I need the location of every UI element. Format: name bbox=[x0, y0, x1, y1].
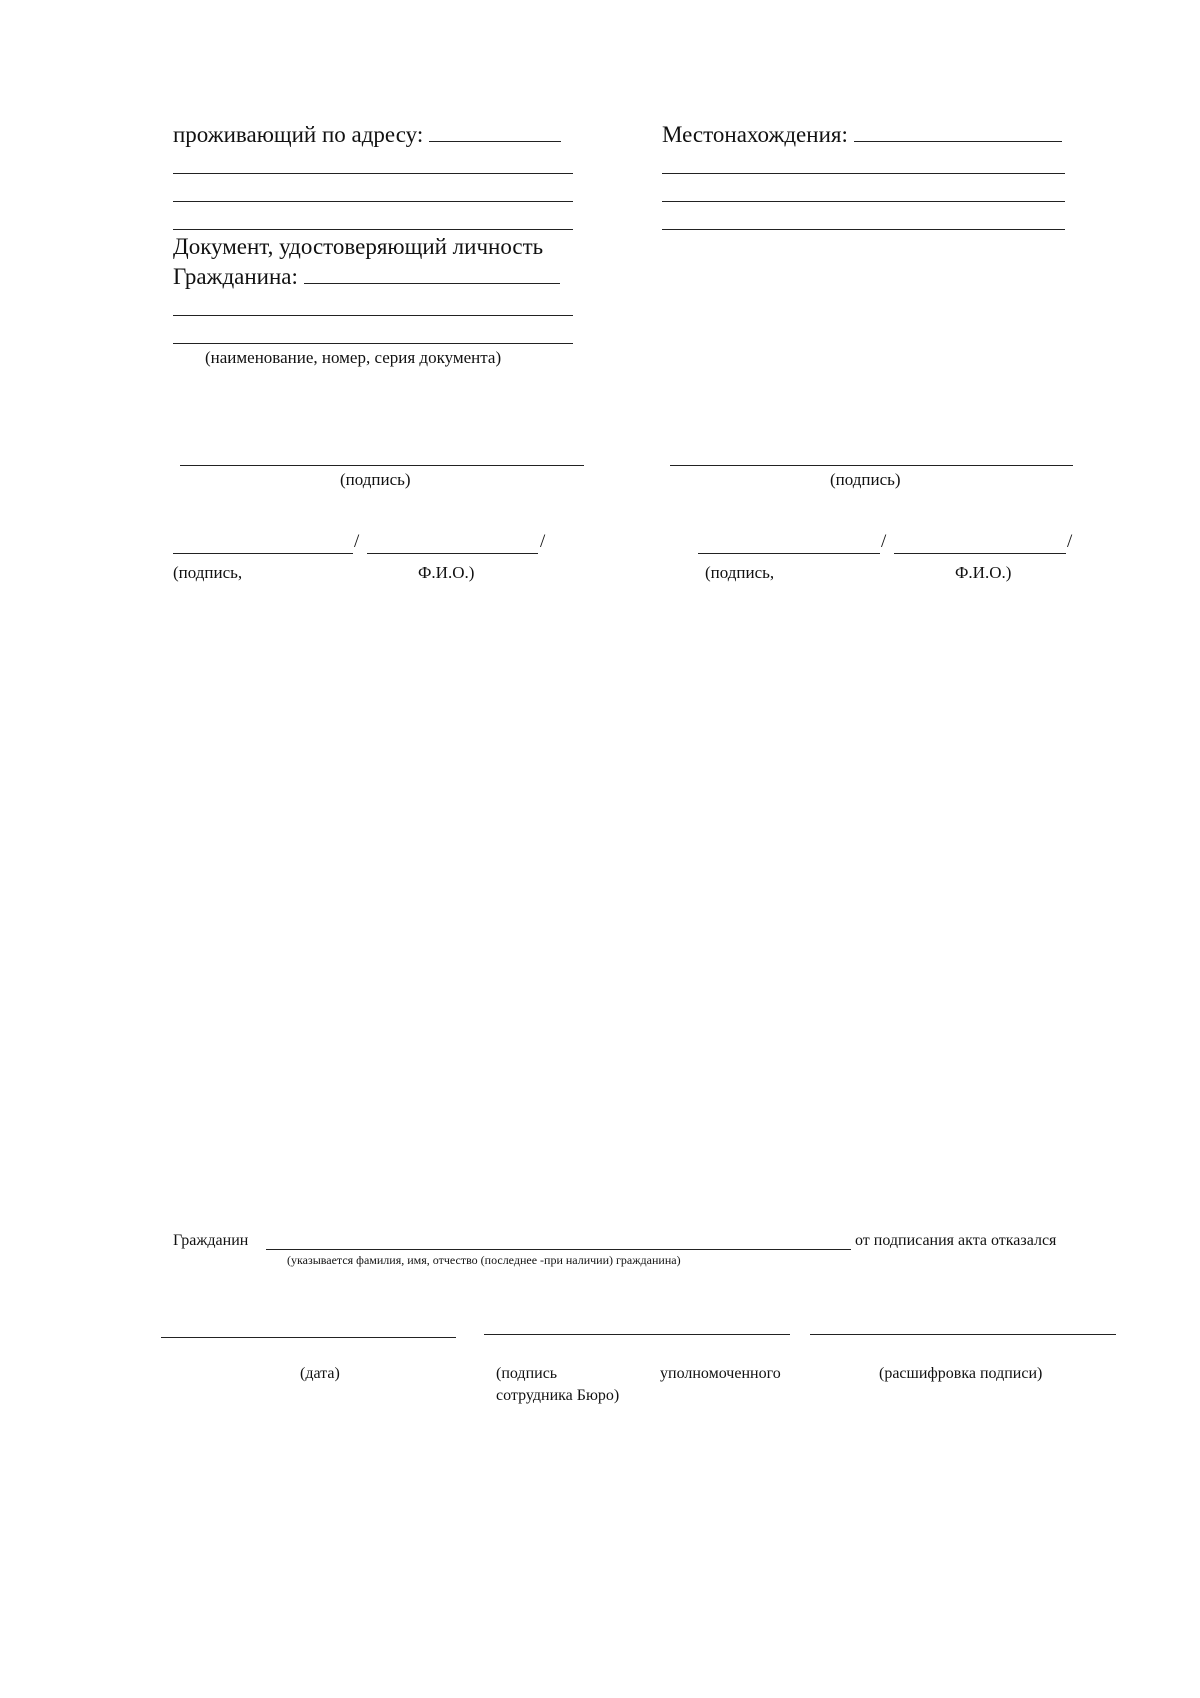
document-line-2[interactable] bbox=[173, 315, 573, 316]
document-caption: (наименование, номер, серия документа) bbox=[205, 348, 502, 367]
address-input-line[interactable] bbox=[429, 123, 561, 142]
location-line-3[interactable] bbox=[662, 201, 1065, 202]
right-signature-line[interactable] bbox=[670, 465, 1073, 466]
staff-signature-line[interactable] bbox=[484, 1334, 790, 1335]
left-sign-line[interactable] bbox=[173, 553, 353, 554]
right-signature-caption: (подпись) bbox=[830, 470, 901, 489]
address-line-2[interactable] bbox=[173, 173, 573, 174]
address-line-3[interactable] bbox=[173, 201, 573, 202]
staff-sign-caption-a: (подпись bbox=[496, 1365, 558, 1382]
document-label-line1: Документ, удостоверяющий личность bbox=[173, 234, 544, 259]
staff-sign-caption-line2: сотрудника Бюро) bbox=[496, 1387, 620, 1404]
address-label: проживающий по адресу: bbox=[173, 122, 424, 147]
address-line-4[interactable] bbox=[173, 229, 573, 230]
document-input-line[interactable] bbox=[304, 265, 560, 284]
date-caption: (дата) bbox=[300, 1365, 340, 1382]
refusal-name-line[interactable] bbox=[266, 1249, 851, 1250]
left-slash-1: / bbox=[354, 531, 360, 552]
right-slash-2: / bbox=[1067, 531, 1073, 552]
refusal-caption: (указывается фамилия, имя, отчество (последнее -при наличии) гражданина) bbox=[287, 1253, 681, 1267]
right-fio-caption: Ф.И.О.) bbox=[955, 563, 1012, 582]
right-slash-1: / bbox=[881, 531, 887, 552]
location-field bbox=[662, 122, 1062, 148]
left-signature-line[interactable] bbox=[180, 465, 584, 466]
left-signature-caption: (подпись) bbox=[340, 470, 411, 489]
refusal-prefix: Гражданин bbox=[173, 1232, 249, 1249]
right-fio-line[interactable] bbox=[894, 553, 1066, 554]
staff-sign-caption-b: уполномоченного bbox=[660, 1365, 781, 1382]
signature-decode-line[interactable] bbox=[810, 1334, 1116, 1335]
refusal-suffix: от подписания акта отказался bbox=[855, 1232, 1057, 1249]
date-line[interactable] bbox=[161, 1337, 456, 1338]
right-sign-line[interactable] bbox=[698, 553, 880, 554]
left-fio-caption: Ф.И.О.) bbox=[418, 563, 475, 582]
document-line-3[interactable] bbox=[173, 343, 573, 344]
location-line-2[interactable] bbox=[662, 173, 1065, 174]
address-field bbox=[173, 122, 561, 148]
left-sign-caption: (подпись, bbox=[173, 563, 243, 582]
right-sign-caption: (подпись, bbox=[705, 563, 775, 582]
left-slash-2: / bbox=[540, 531, 546, 552]
location-input-line[interactable] bbox=[854, 123, 1062, 142]
document-field bbox=[173, 264, 560, 290]
location-label: Местонахождения: bbox=[662, 122, 848, 147]
left-fio-line[interactable] bbox=[367, 553, 538, 554]
document-label-line2: Гражданина: bbox=[173, 264, 298, 289]
decode-caption: (расшифровка подписи) bbox=[879, 1365, 1043, 1382]
location-line-4[interactable] bbox=[662, 229, 1065, 230]
